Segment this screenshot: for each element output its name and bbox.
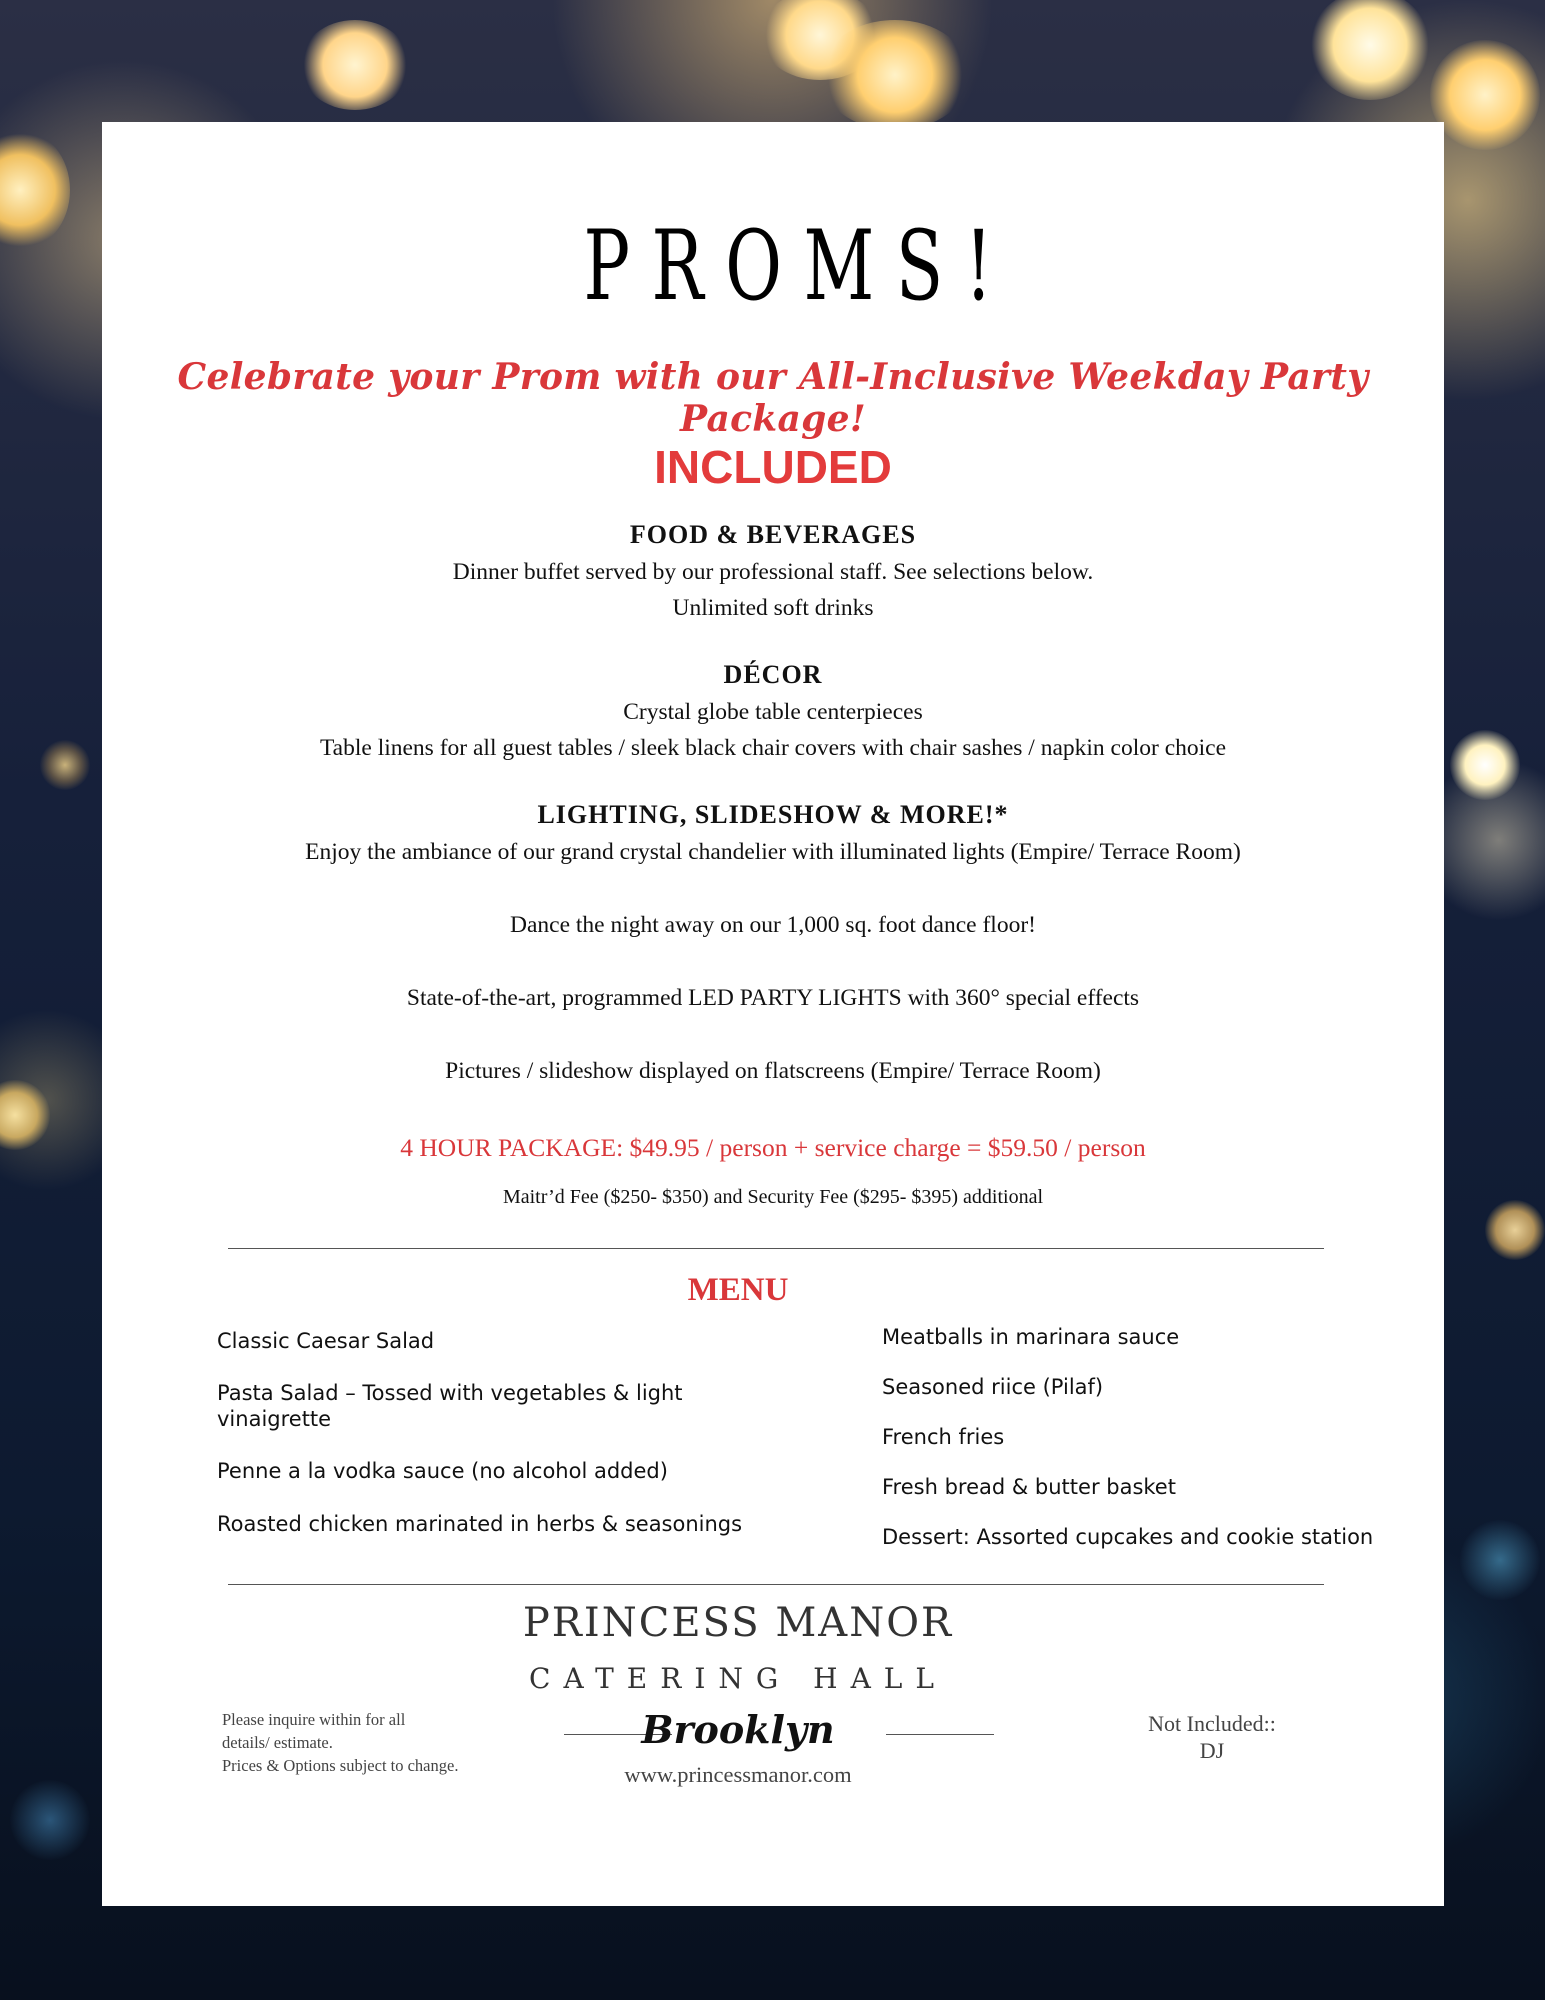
food-line-drinks: Unlimited soft drinks [672, 595, 874, 621]
not-included-note [1112, 1710, 1312, 1764]
lighting-heading: LIGHTING, SLIDESHOW & MORE!* [537, 800, 1009, 829]
inquiry-note [222, 1708, 522, 1777]
decor-line-linens: Table linens for all guest tables / sleek black chair covers with chair sashes / napkin color choice [319, 735, 1227, 761]
bokeh-light [820, 20, 970, 130]
brand-location: Brooklyn [641, 1707, 835, 1752]
bokeh-light [0, 1080, 50, 1150]
note-line: Please inquire within for all [222, 1710, 406, 1729]
menu-item: Fresh bread & butter basket [882, 1475, 1176, 1499]
not-included-item: DJ [1199, 1738, 1225, 1763]
lighting-line-chandelier: Enjoy the ambiance of our grand crystal chandelier with illuminated lights (Empire/ Terrace Room) [305, 839, 1241, 865]
food-beverages-heading: FOOD & BEVERAGES [629, 520, 917, 549]
bokeh-light [760, 0, 880, 80]
menu-item: Roasted chicken marinated in herbs & seasonings [217, 1512, 743, 1536]
lighting-line-led: State-of-the-art, programmed LED PARTY LIGHTS with 360° special effects [406, 985, 1140, 1011]
divider-bottom [228, 1584, 1324, 1585]
menu-title: MENU [687, 1272, 789, 1308]
brand-subtitle: CATERING HALL [529, 1662, 947, 1695]
additional-fees: Maitr’d Fee ($250- $350) and Security Fee ($295- $395) additional [502, 1186, 1044, 1208]
menu-item: Dessert: Assorted cupcakes and cookie station [882, 1525, 1374, 1549]
page-title: PROMS! [583, 210, 1015, 322]
decor-heading: DÉCOR [723, 660, 823, 689]
lighting-line-dance-floor: Dance the night away on our 1,000 sq. foot dance floor! [510, 912, 1036, 938]
bokeh-light [1310, 0, 1430, 100]
bokeh-light [1460, 1520, 1540, 1600]
bokeh-light [1485, 1200, 1545, 1260]
bokeh-light [40, 740, 90, 790]
flyer-page [102, 122, 1444, 1906]
note-line: details/ estimate. [222, 1733, 333, 1752]
tagline: Celebrate your Prom with our All-Inclusive Weekday Party Package! [177, 356, 1369, 440]
bokeh-light [1430, 40, 1540, 150]
bokeh-light [10, 1780, 90, 1860]
brand-name: PRINCESS MANOR [522, 1600, 954, 1646]
menu-item: Penne a la vodka sauce (no alcohol added) [217, 1459, 668, 1483]
menu-item: French fries [882, 1425, 1005, 1449]
bokeh-light [300, 20, 410, 110]
not-included-label: Not Included:: [1148, 1711, 1276, 1736]
bokeh-light [1450, 730, 1520, 800]
food-line-buffet: Dinner buffet served by our professional staff. See selections below. [452, 559, 1094, 585]
lighting-line-slideshow: Pictures / slideshow displayed on flatscreens (Empire/ Terrace Room) [445, 1058, 1101, 1084]
website-link[interactable]: www.princessmanor.com [624, 1762, 852, 1787]
included-heading: INCLUDED [654, 441, 892, 493]
package-price: 4 HOUR PACKAGE: $49.95 / person + service charge = $59.50 / person [400, 1133, 1146, 1162]
menu-item: Meatballs in marinara sauce [882, 1325, 1180, 1349]
menu-item: Pasta Salad – Tossed with vegetables & light [217, 1381, 683, 1405]
menu-item: Classic Caesar Salad [217, 1329, 435, 1353]
divider-top [228, 1248, 1324, 1249]
decor-line-centerpieces: Crystal globe table centerpieces [623, 699, 923, 725]
note-line: Prices & Options subject to change. [222, 1756, 459, 1775]
menu-item: Seasoned riice (Pilaf) [882, 1375, 1104, 1399]
bokeh-light [0, 130, 70, 250]
brand-rule-right [886, 1734, 994, 1735]
menu-item-continued: vinaigrette [217, 1407, 332, 1431]
